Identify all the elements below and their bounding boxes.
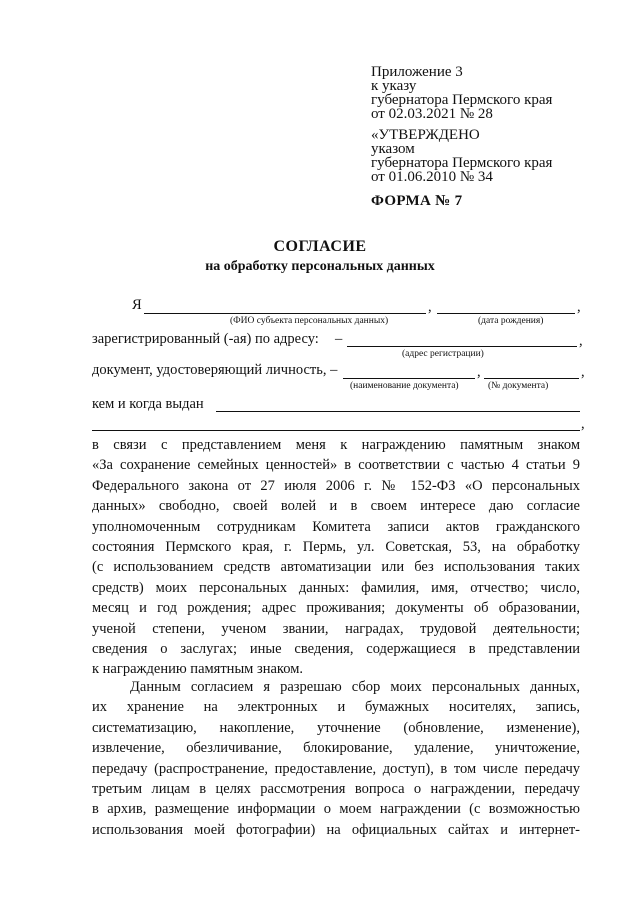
text-line: систематизацию, накопление, уточнение (обновление, изменение), [92, 719, 580, 736]
text-line: данных» свободно, своей волей и в своем интересе даю согласие [92, 498, 580, 515]
form-number: ФОРМА № 7 [371, 193, 463, 209]
document-number-field[interactable] [484, 378, 579, 379]
document-number-caption: (№ документа) [488, 381, 549, 391]
text-line: «За сохранение семейных ценностей» в соответствии с частью 4 статьи 9 [92, 457, 580, 474]
appendix-line: к указу [371, 78, 417, 94]
text-line: сведения о заслугах; иные сведения, содержащиеся в представлении [92, 640, 580, 657]
approved-line: «УТВЕРЖДЕНО [371, 127, 480, 143]
dash: – [335, 331, 343, 347]
text-line: средств) моих персональных данных: фамилия, имя, отчество; число, [92, 579, 580, 596]
fio-caption: (ФИО субъекта персональных данных) [230, 316, 389, 326]
comma: , [577, 299, 581, 315]
text-line: (с использованием средств автоматизации или без использования таких [92, 559, 580, 576]
approved-line: губернатора Пермского края [371, 155, 553, 171]
address-field[interactable] [347, 346, 577, 347]
document-name-field[interactable] [343, 378, 475, 379]
text-line: передачу (распространение, предоставление, доступ), в том числе передачу [92, 760, 580, 777]
registered-label: зарегистрированный (-ая) по адресу: [92, 331, 319, 347]
appendix-line: губернатора Пермского края [371, 92, 553, 108]
birthdate-field[interactable] [437, 313, 575, 314]
text-line: месяц и год рождения; адрес проживания; документы об образовании, [92, 600, 580, 617]
document-title: СОГЛАСИЕ [273, 238, 367, 255]
comma: , [428, 299, 432, 315]
text-line: Данным согласием я разрешаю сбор моих персональных данных, [130, 679, 580, 695]
comma: , [579, 333, 583, 349]
comma: , [581, 416, 585, 432]
text-line: использования моей фотографии) на официальных сайтах и интернет- [92, 821, 580, 838]
text-line: в связи с представлением меня к награждению памятным знаком [92, 437, 580, 453]
appendix-line: Приложение 3 [371, 64, 463, 80]
text-line: извлечение, обезличивание, блокирование, удаление, уничтожение, [92, 740, 580, 757]
document-label: документ, удостоверяющий личность, – [92, 362, 338, 378]
birthdate-caption: (дата рождения) [478, 316, 544, 326]
text-line: Федерального закона от 27 июля 2006 г. № 152-ФЗ «О персональных [92, 477, 580, 494]
i-label: Я [132, 297, 142, 313]
document-subtitle: на обработку персональных данных [205, 259, 435, 274]
text-line: третьим лицам в целях рассмотрения вопроса о награждении, передачу [92, 780, 580, 797]
issued-label: кем и когда выдан [92, 396, 204, 412]
comma: , [581, 364, 585, 380]
issued-field-continued[interactable] [92, 430, 580, 431]
fio-field[interactable] [144, 313, 426, 314]
consent-paragraph-2 [92, 677, 580, 840]
approved-line: указом [371, 141, 415, 157]
text-line: их хранение на электронных и бумажных носителях, запись, [92, 699, 580, 716]
document-name-caption: (наименование документа) [350, 381, 459, 391]
address-caption: (адрес регистрации) [402, 349, 484, 359]
appendix-line: от 02.03.2021 № 28 [371, 106, 493, 122]
text-line: ученой степени, ученом звании, наградах, трудовой деятельности; [92, 620, 580, 637]
text-line: в архив, размещение информации о моем награждении (с возможностью [92, 801, 580, 818]
text-line: состояния Пермского края, г. Пермь, ул. Советская, 53, на обработку [92, 538, 580, 555]
consent-paragraph-1 [92, 435, 580, 680]
comma: , [477, 364, 481, 380]
issued-field[interactable] [216, 411, 580, 412]
text-line: к награждению памятным знаком. [92, 661, 303, 678]
approved-line: от 01.06.2010 № 34 [371, 169, 493, 185]
text-line: уполномоченным сотрудникам Комитета записи актов гражданского [92, 518, 580, 535]
